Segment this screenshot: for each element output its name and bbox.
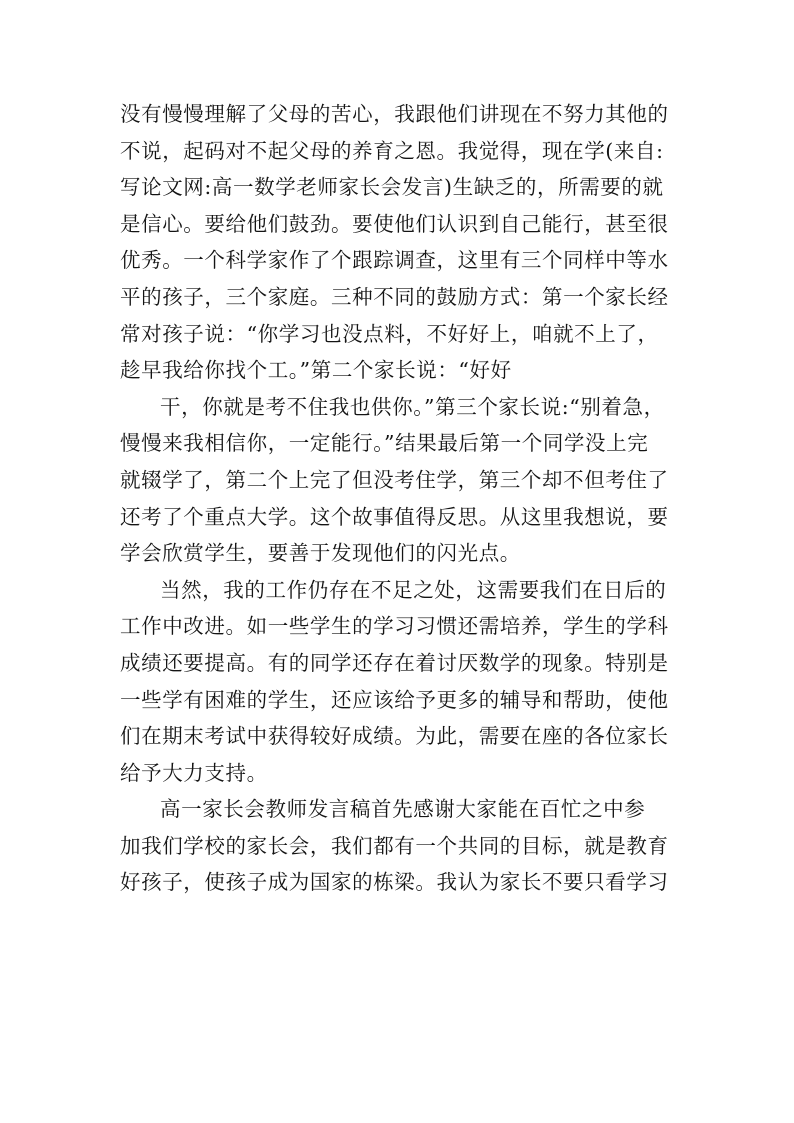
- text-line: 是信心。要给他们鼓劲。要使他们认识到自己能行，甚至很: [120, 211, 669, 236]
- text-line: 学会欣赏学生，要善于发现他们的闪光点。: [120, 541, 521, 566]
- text-line: 一些学有困难的学生，还应该给予更多的辅导和帮助，使他: [120, 687, 669, 712]
- text-line: 成绩还要提高。有的同学还存在着讨厌数学的现象。特别是: [120, 650, 669, 675]
- text-line: 们在期末考试中获得较好成绩。为此，需要在座的各位家长: [120, 724, 669, 749]
- paragraph-start-line: 干，你就是考不住我也供你。”第三个家长说:“别着急，: [160, 394, 665, 419]
- text-line: 不说，起码对不起父母的养育之恩。我觉得，现在学(来自:: [120, 138, 664, 163]
- text-line: 平的孩子，三个家庭。三种不同的鼓励方式：第一个家长经: [120, 284, 669, 309]
- text-line: 还考了个重点大学。这个故事值得反思。从这里我想说，要: [120, 504, 669, 529]
- text-line: 加我们学校的家长会，我们都有一个共同的目标，就是教育: [120, 833, 669, 858]
- text-line: 没有慢慢理解了父母的苦心，我跟他们讲现在不努力其他的: [120, 102, 669, 126]
- text-line: 工作中改进。如一些学生的学习习惯还需培养，学生的学科: [120, 614, 669, 639]
- text-line: 好孩子，使孩子成为国家的栋梁。我认为家长不要只看学习: [120, 870, 669, 895]
- text-line: 就辍学了，第二个上完了但没考住学，第三个却不但考住了: [120, 467, 669, 492]
- text-line: 优秀。一个科学家作了个跟踪调查，这里有三个同样中等水: [120, 248, 669, 273]
- body-text: [120, 96, 676, 901]
- text-line: 给予大力支持。: [120, 760, 268, 785]
- paragraph-start-line: 当然，我的工作仍存在不足之处，这需要我们在日后的: [160, 577, 667, 602]
- text-line: 趁早我给你找个工。”第二个家长说：“好好: [120, 358, 512, 383]
- text-line: 常对孩子说：“你学习也没点料，不好好上，咱就不上了，: [120, 321, 659, 346]
- text-line: 写论文网:高一数学老师家长会发言)生缺乏的，所需要的就: [120, 175, 664, 200]
- text-line: 慢慢来我相信你，一定能行。”结果最后第一个同学没上完: [120, 431, 649, 456]
- paragraph-start-line: 高一家长会教师发言稿首先感谢大家能在百忙之中参: [160, 797, 646, 822]
